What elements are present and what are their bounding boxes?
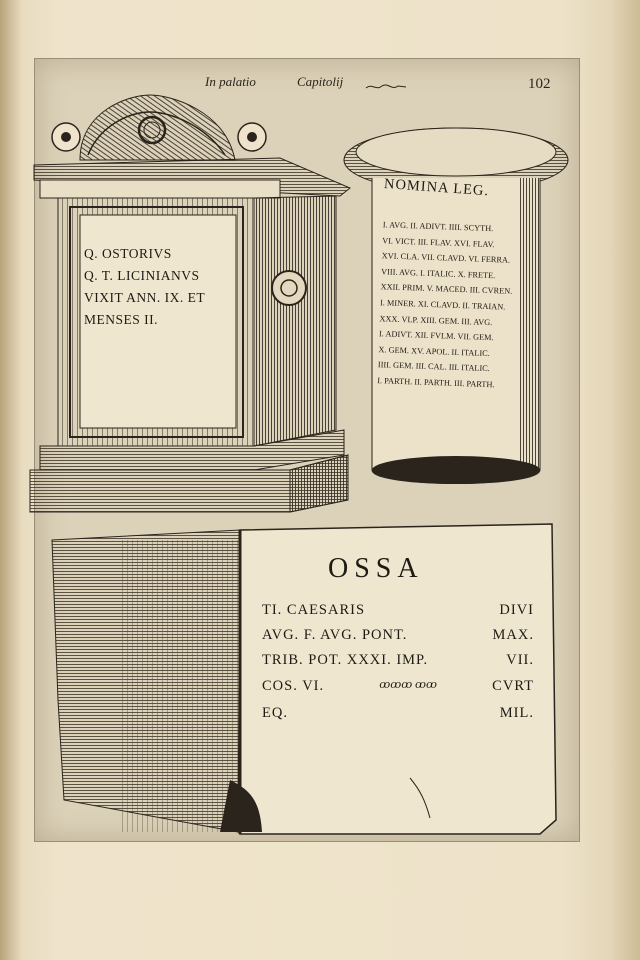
cylinder-line: XXII. PRIM. V. MACED. III. CVREN. <box>380 282 513 297</box>
slab-line-left: TI. CAESARIS <box>262 602 366 618</box>
header-text-left: In palatio <box>205 74 256 89</box>
altar-line: MENSES II. <box>84 312 159 327</box>
slab-line-right: MIL. <box>499 705 534 721</box>
cylinder-line: I. ADIVT. XII. FVLM. VII. GEM. <box>378 329 494 343</box>
header-text-right: Capitolij <box>297 74 344 89</box>
flourish-icon <box>364 82 408 92</box>
altar-inscription <box>84 243 234 331</box>
page-number: 102 <box>528 76 551 92</box>
slab-line-right: MAX. <box>492 627 534 643</box>
cylinder-line: XXX. VLP. XIII. GEM. III. AVG. <box>379 313 493 327</box>
cylinder-line: IIII. GEM. III. CAL. III. ITALIC. <box>377 360 490 374</box>
slab-line-left: COS. VI. <box>262 678 325 694</box>
cylinder-inscription <box>377 217 543 394</box>
slab-line <box>262 678 534 695</box>
cylinder-line: I. MINER. XI. CLAVD. II. TRAIAN. <box>379 298 506 312</box>
slab-line-left: AVG. F. AVG. PONT. <box>262 627 408 643</box>
slab-line <box>262 627 534 644</box>
cylinder-line: VI. VICT. III. FLAV. XVI. FLAV. <box>382 235 495 249</box>
altar-line: Q. T. LICINIANVS <box>84 268 200 283</box>
slab-title: OSSA <box>328 553 424 584</box>
slab-line-right: CVRT <box>492 678 534 694</box>
slab-line-right: DIVI <box>499 602 534 618</box>
altar-line: Q. OSTORIVS <box>84 246 172 261</box>
cylinder-line: I. AVG. II. ADIVT. IIII. SCYTH. <box>382 220 494 234</box>
slab-line-left: EQ. <box>262 705 288 721</box>
slab-line <box>262 705 534 722</box>
slab-line-left: TRIB. POT. XXXI. IMP. <box>262 652 429 668</box>
slab-line <box>262 602 534 619</box>
altar-line: VIXIT ANN. IX. ET <box>84 290 206 305</box>
cylinder-line: I. PARTH. II. PARTH. III. PARTH. <box>377 376 495 390</box>
cylinder-line: VIII. AVG. I. ITALIC. X. FRETE. <box>380 267 496 280</box>
cylinder-line: XVI. CLA. VII. CLAVD. VI. FERRA. <box>381 251 511 265</box>
slab-line <box>262 652 534 669</box>
cylinder-line: X. GEM. XV. APOL. II. ITALIC. <box>378 344 490 358</box>
slab-line-right: VII. <box>506 652 534 668</box>
slab-erased-glyphs: ꝏꝏꝏ ꝏꝏ <box>379 679 437 691</box>
cylinder-title: NOMINA LEG. <box>383 176 490 200</box>
